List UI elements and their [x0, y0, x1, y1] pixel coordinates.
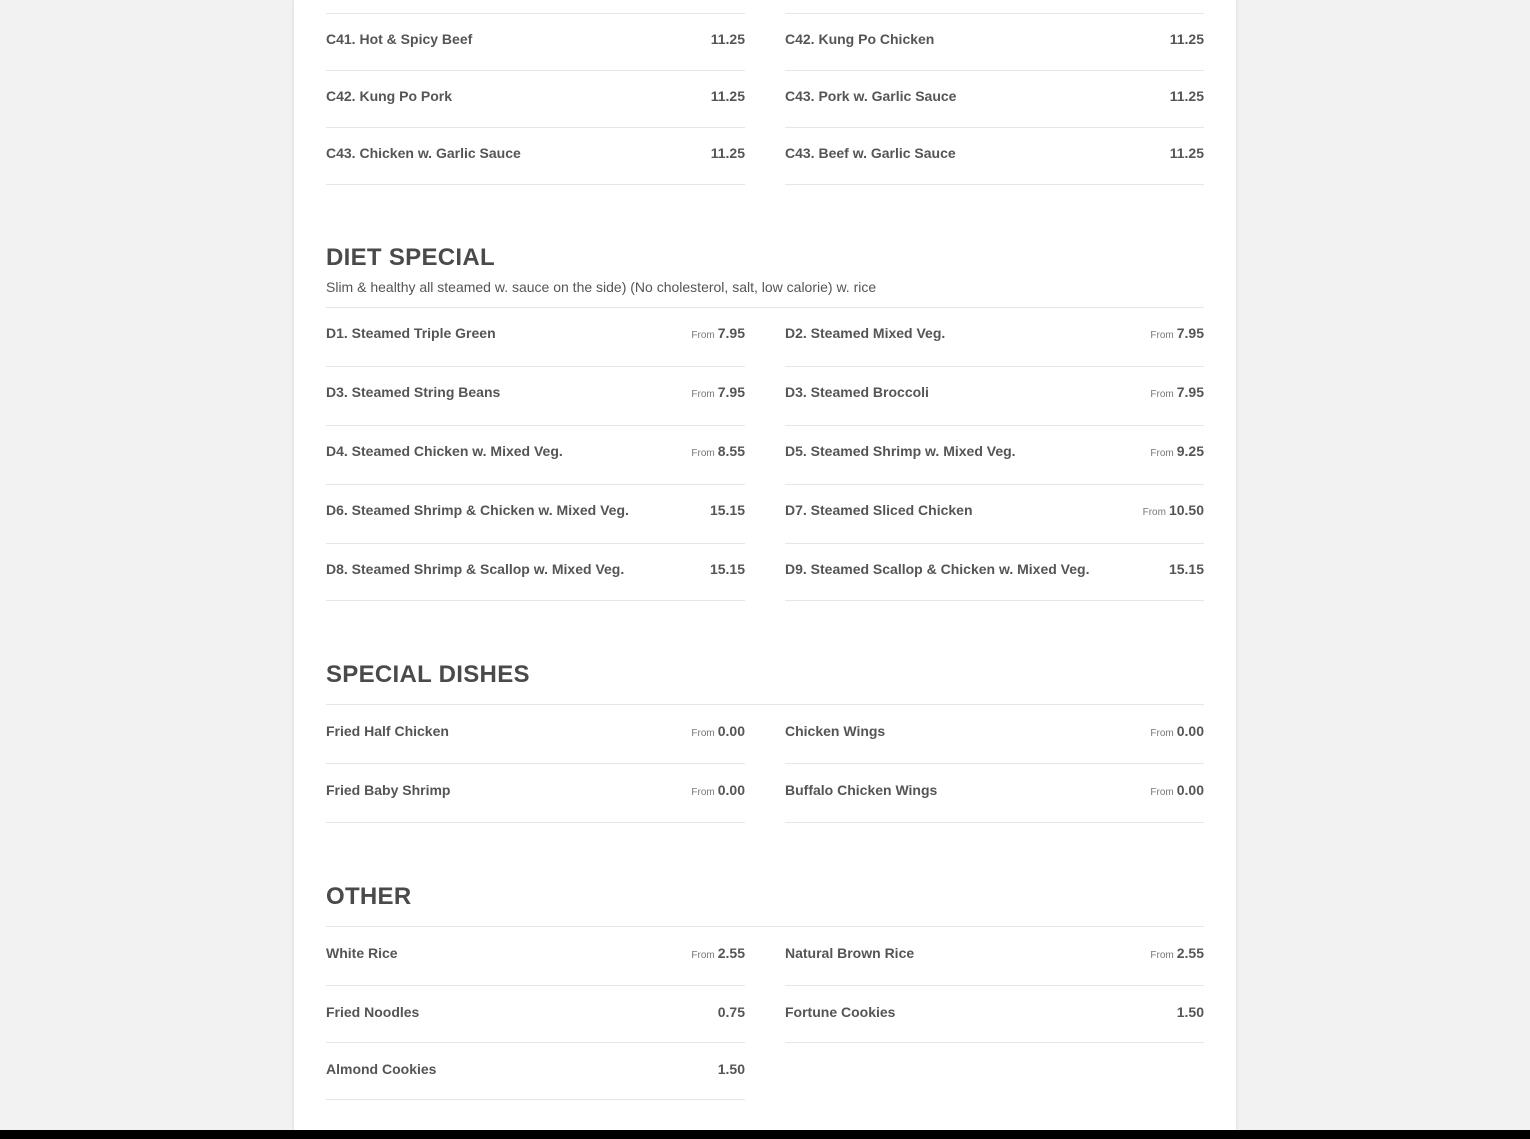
price-from-label: From	[691, 728, 715, 739]
price-value: 8.55	[717, 443, 745, 459]
price-from-label: From	[1142, 507, 1166, 518]
price-value: 11.25	[710, 31, 745, 47]
menu-item[interactable]	[785, 927, 1204, 986]
item-name: D6. Steamed Shrimp & Chicken w. Mixed Veg.	[326, 502, 629, 518]
footer-bar	[0, 1130, 1530, 1139]
price-value: 7.95	[1176, 325, 1204, 341]
item-name: D5. Steamed Shrimp w. Mixed Veg.	[785, 443, 1016, 459]
item-name: Fortune Cookies	[785, 1004, 896, 1020]
menu-item[interactable]	[785, 308, 1204, 367]
price-value: 1.50	[717, 1061, 745, 1077]
menu-item[interactable]	[785, 485, 1204, 544]
menu-item[interactable]	[785, 128, 1204, 185]
section-title: DIET SPECIAL	[326, 244, 495, 271]
section-title: SPECIAL DISHES	[326, 661, 530, 688]
menu-item[interactable]	[785, 764, 1204, 823]
item-price	[707, 502, 745, 518]
item-name: D4. Steamed Chicken w. Mixed Veg.	[326, 443, 563, 459]
item-price	[707, 561, 745, 577]
price-from-label: From	[1150, 448, 1174, 459]
menu-item[interactable]	[326, 544, 745, 601]
price-value: 0.00	[717, 723, 745, 739]
price-value: 15.15	[709, 561, 745, 577]
item-price	[1167, 88, 1204, 104]
item-name: D7. Steamed Sliced Chicken	[785, 502, 973, 518]
price-from-label: From	[691, 787, 715, 798]
item-price	[691, 443, 745, 459]
price-from-label: From	[691, 950, 715, 961]
item-price	[1174, 1004, 1204, 1020]
menu-item[interactable]	[326, 367, 745, 426]
item-price	[691, 325, 745, 341]
price-value: 7.95	[1176, 384, 1204, 400]
item-price	[1150, 782, 1204, 798]
item-price	[691, 723, 745, 739]
menu-item[interactable]	[785, 986, 1204, 1043]
item-price	[1143, 502, 1204, 518]
item-name: D2. Steamed Mixed Veg.	[785, 325, 946, 341]
item-price	[1150, 443, 1204, 459]
price-from-label: From	[1150, 950, 1174, 961]
item-name: Fried Half Chicken	[326, 723, 449, 739]
price-from-label: From	[691, 330, 715, 341]
item-name: C42. Kung Po Pork	[326, 88, 453, 104]
menu-item[interactable]	[785, 705, 1204, 764]
price-value: 11.25	[710, 88, 745, 104]
price-from-label: From	[1150, 330, 1174, 341]
price-value: 11.25	[1169, 31, 1204, 47]
menu-item[interactable]	[326, 705, 745, 764]
item-name: Chicken Wings	[785, 723, 886, 739]
menu-item[interactable]	[785, 426, 1204, 485]
item-name: Almond Cookies	[326, 1061, 437, 1077]
price-value: 1.50	[1176, 1004, 1204, 1020]
menu-item[interactable]	[326, 14, 745, 71]
item-price	[708, 88, 745, 104]
price-value: 0.00	[1176, 782, 1204, 798]
item-price	[1167, 31, 1204, 47]
item-price	[691, 384, 745, 400]
menu-item[interactable]	[326, 485, 745, 544]
item-price	[1150, 945, 1204, 961]
item-name: D8. Steamed Shrimp & Scallop w. Mixed Veg.	[326, 561, 625, 577]
item-name: D3. Steamed Broccoli	[785, 384, 929, 400]
menu-item[interactable]	[326, 764, 745, 823]
price-value: 0.00	[717, 782, 745, 798]
item-name: Fried Noodles	[326, 1004, 420, 1020]
item-name: Fried Baby Shrimp	[326, 782, 451, 798]
item-name: D9. Steamed Scallop & Chicken w. Mixed Veg.	[785, 561, 1090, 577]
menu-item[interactable]	[326, 426, 745, 485]
menu-item[interactable]	[326, 986, 745, 1043]
menu-item[interactable]	[785, 544, 1204, 601]
item-price	[1166, 561, 1204, 577]
menu-item[interactable]	[326, 128, 745, 185]
item-name: D1. Steamed Triple Green	[326, 325, 496, 341]
menu-item[interactable]	[326, 308, 745, 367]
price-value: 15.15	[709, 502, 745, 518]
item-price	[1167, 145, 1204, 161]
price-value: 11.25	[1169, 88, 1204, 104]
price-value: 2.55	[1176, 945, 1204, 961]
price-from-label: From	[1150, 728, 1174, 739]
item-price	[691, 782, 745, 798]
menu-item[interactable]	[785, 367, 1204, 426]
price-from-label: From	[691, 389, 715, 400]
item-price	[1150, 723, 1204, 739]
price-from-label: From	[691, 448, 715, 459]
price-value: 15.15	[1168, 561, 1204, 577]
item-price	[1150, 325, 1204, 341]
price-value: 0.00	[1176, 723, 1204, 739]
price-from-label: From	[1150, 787, 1174, 798]
price-from-label: From	[1150, 389, 1174, 400]
price-value: 2.55	[717, 945, 745, 961]
price-value: 10.50	[1168, 502, 1204, 518]
section-title: OTHER	[326, 883, 412, 910]
item-price	[708, 31, 745, 47]
price-value: 7.95	[717, 384, 745, 400]
item-name: C43. Pork w. Garlic Sauce	[785, 88, 957, 104]
price-value: 7.95	[717, 325, 745, 341]
item-price	[715, 1004, 745, 1020]
item-name: Buffalo Chicken Wings	[785, 782, 938, 798]
item-price	[691, 945, 745, 961]
menu-item[interactable]	[785, 14, 1204, 71]
menu-panel	[294, 0, 1236, 1130]
item-price	[1150, 384, 1204, 400]
item-price	[715, 1061, 745, 1077]
item-name: C43. Chicken w. Garlic Sauce	[326, 145, 521, 161]
item-name: White Rice	[326, 945, 398, 961]
menu-item[interactable]	[326, 1043, 745, 1100]
item-name: C42. Kung Po Chicken	[785, 31, 935, 47]
price-value: 11.25	[1169, 145, 1204, 161]
item-name: C43. Beef w. Garlic Sauce	[785, 145, 956, 161]
item-name: Natural Brown Rice	[785, 945, 915, 961]
price-value: 9.25	[1176, 443, 1204, 459]
price-value: 11.25	[710, 145, 745, 161]
price-value: 0.75	[717, 1004, 745, 1020]
item-name: C41. Hot & Spicy Beef	[326, 31, 473, 47]
section-description: Slim & healthy all steamed w. sauce on the side) (No cholesterol, salt, low calorie) w. rice	[326, 279, 877, 295]
item-price	[708, 145, 745, 161]
menu-item[interactable]	[326, 927, 745, 986]
item-name: D3. Steamed String Beans	[326, 384, 501, 400]
menu-item[interactable]	[326, 71, 745, 128]
menu-item[interactable]	[785, 71, 1204, 128]
